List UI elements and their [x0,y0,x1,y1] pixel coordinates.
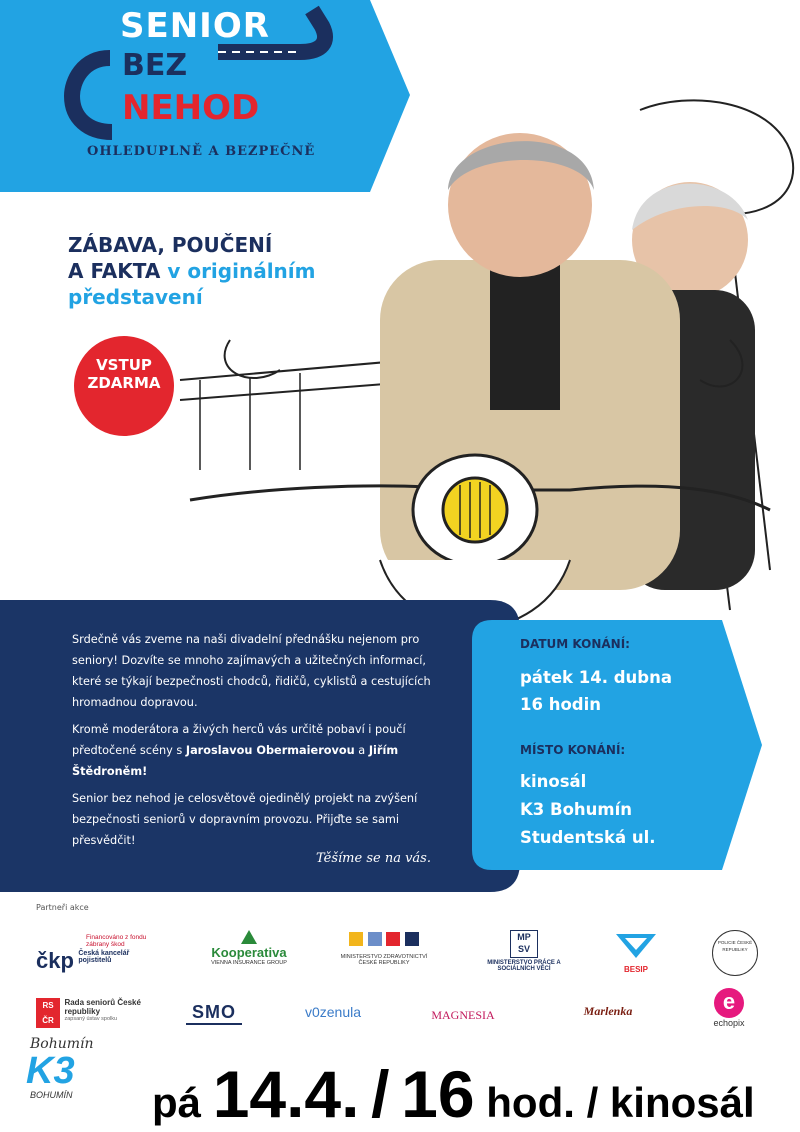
headline-part4: představení [68,285,203,309]
headline-part3: v originálním [167,259,316,283]
badge-line2: ZDARMA [87,374,161,392]
partner-policie-logo [712,930,758,976]
badge-line1: VSTUP [96,356,152,374]
partner-besip-logo [606,930,666,974]
info-p2-text: Kromě moderátora a živých herců vás určitě pobaví i poučí předtočené scény s [72,723,406,757]
mzd-name: MINISTERSTVO ZDRAVOTNICTVÍ ČESKÉ REPUBLIKY [340,954,428,966]
info-paragraph-3: Senior bez nehod je celosvětově ojedinělý projekt na zvýšení bezpečnosti seniorů v dopravním provozu. Přijďte se sami přesvědčit! [72,792,418,847]
date-label: DATUM KONÁNÍ: [520,637,630,651]
partner-rscr-logo [36,998,166,1028]
partner-magnesia-logo: MAGNESIA [431,1008,495,1022]
partner-mzd-logo [336,932,432,966]
date-line-1: pátek 14. dubna [520,668,672,687]
info-text [72,629,432,857]
place-line-2: K3 Bohumín [520,800,633,819]
headline-part2: A FAKTA [68,259,161,283]
bottom-sep-2: / [586,1079,599,1126]
actor-name-2: Jiřím Štědroněm! [72,744,399,778]
echopix-icon: e [714,988,744,1018]
partner-ckp-logo [36,934,166,974]
date-value [520,664,750,718]
place-value [520,768,750,852]
logo-bez: BEZ [122,48,188,83]
info-p2-and: a [358,744,366,757]
kooperativa-sub: VIENNA INSURANCE GROUP [211,960,287,966]
mpsv-mark: MP SV [510,930,538,958]
logo-nehod: NEHOD [122,88,260,128]
bottom-place: kinosál [609,1079,755,1126]
headline-part1: ZÁBAVA, POUČENÍ [68,233,273,257]
besip-icon [611,930,661,960]
info-paragraph-1: Srdečně vás zveme na naši divadelní přednášku nejenom pro seniory! Dozvíte se mnoho zajímavých a užitečných informací, které se týkají bezpečnosti chodců, řidičů, cyklistů a cestujících hromadnou dopravou. [72,633,431,709]
signature: Těšíme se na vás. [316,851,431,866]
bottom-hour: 16 [401,1057,475,1131]
ckp-mark: čkp [36,948,74,973]
logo-senior: SENIOR [120,6,270,46]
k3-bohumin-logo [10,1036,100,1126]
scooter-illustration [170,90,800,650]
k3-logo-bottom: BOHUMÍN [30,1090,73,1100]
ckp-name: Česká kancelář pojistitelů [78,950,130,964]
mpsv-name: MINISTERSTVO PRÁCE A SOCIÁLNÍCH VĚCÍ [487,960,561,972]
free-entry-text [72,356,176,392]
k3-logo-mark: K3 [26,1050,75,1092]
bottom-hour-unit: hod. [486,1079,575,1126]
kooperativa-icon [241,930,257,944]
partners-title: Partneři akce [36,903,89,912]
partner-mpsv-logo [476,930,572,972]
partner-marlenka-logo: Marlenka [583,1004,633,1018]
actor-name-1: Jaroslavou Obermaierovou [185,744,355,757]
info-paragraph-2 [72,719,432,782]
partner-vozenula-logo: v0zenula [304,1004,362,1020]
k3-logo-top: Bohumín [30,1036,94,1052]
place-line-3: Studentská ul. [520,828,656,847]
bottom-sep-1: / [371,1057,390,1131]
partner-smo-logo: SMO [186,1002,242,1025]
policie-name: POLICIE ČESKÉ REPUBLIKY [717,940,753,952]
logo-tagline: OHLEDUPLNĚ A BEZPEČNĚ [87,144,316,159]
bottom-date: 14.4. [212,1057,360,1131]
rscr-mark: RS ČR [36,998,60,1028]
place-label: MÍSTO KONÁNÍ: [520,743,626,757]
place-line-1: kinosál [520,772,587,791]
partner-kooperativa-logo [206,930,292,966]
headline [68,232,398,310]
ckp-small: Financováno z fondu zábrany škod [86,934,147,948]
bottom-day: pá [152,1079,202,1126]
kooperativa-name: Kooperativa [211,945,287,960]
partner-echopix-logo [706,988,752,1028]
echopix-name: echopix [713,1018,745,1028]
bottom-date-line [152,1056,755,1132]
rscr-sub: zapsaný ústav spolku [64,1016,118,1022]
rscr-name: Rada seniorů České republiky [64,998,141,1016]
mzd-icon [336,932,432,954]
besip-name: BESIP [623,965,648,974]
date-line-2: 16 hodin [520,695,602,714]
